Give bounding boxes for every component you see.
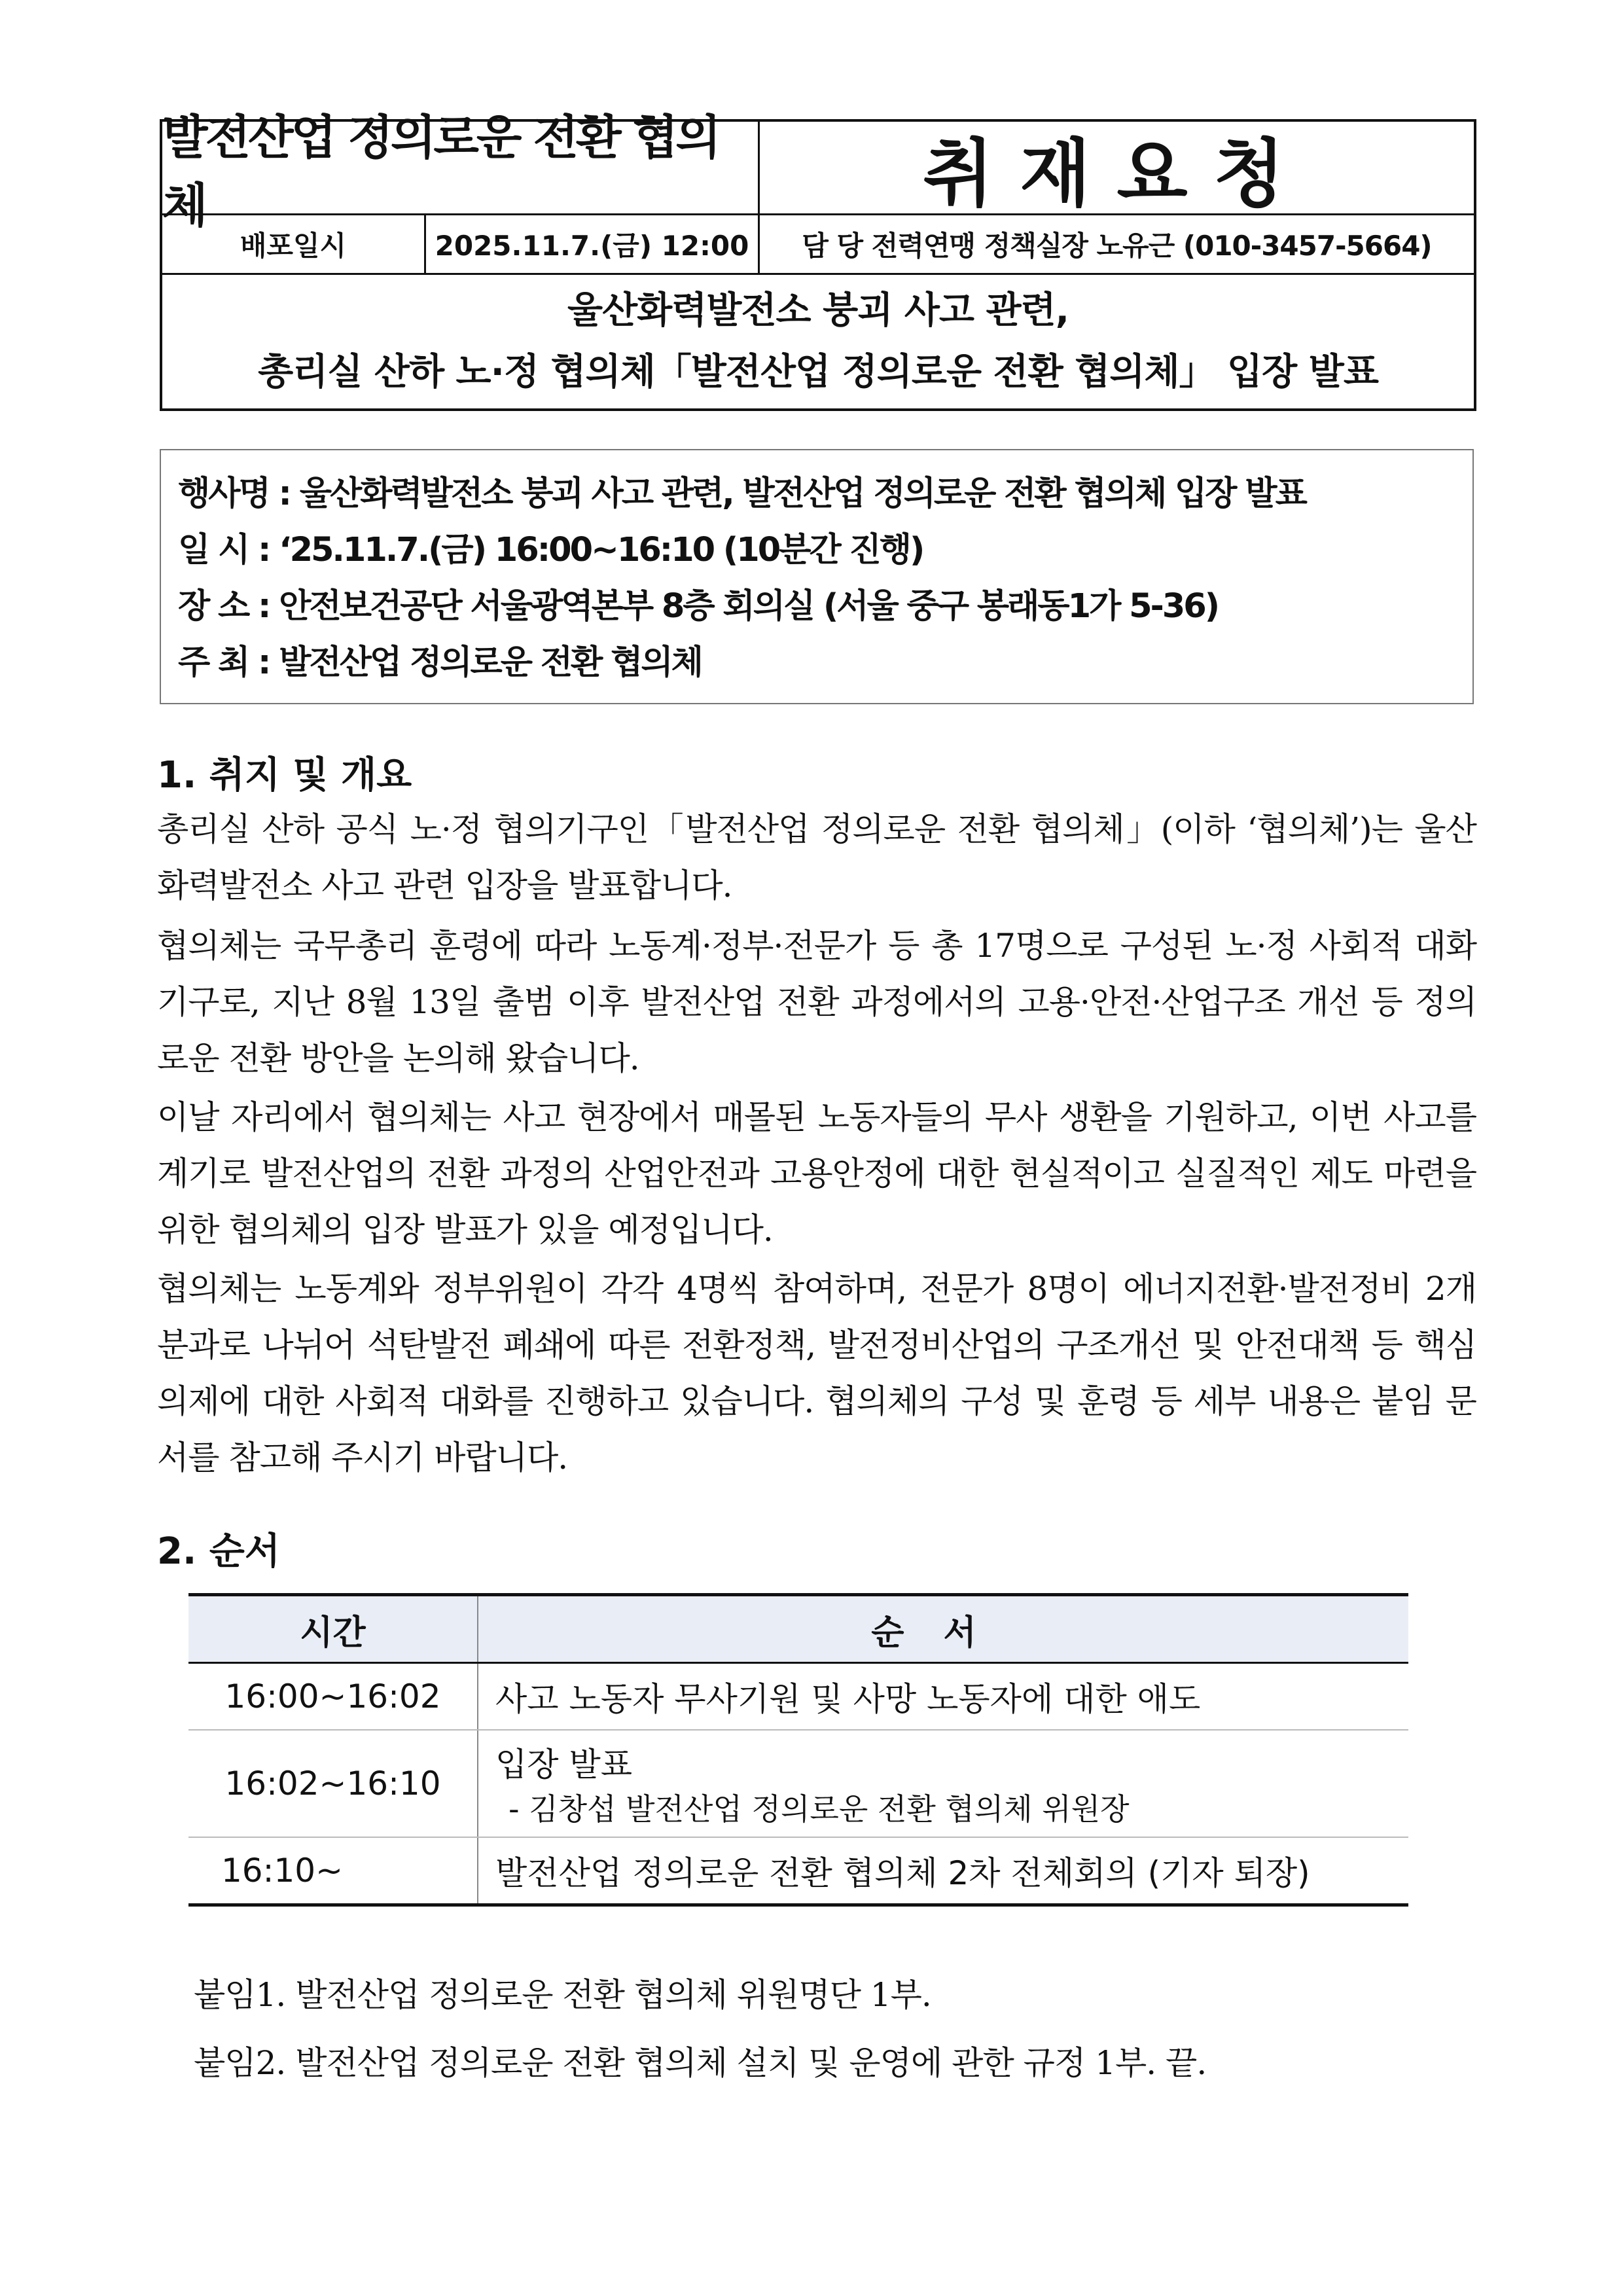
row-desc-group <box>478 1730 1408 1837</box>
row-time: 16:10~ <box>188 1837 478 1905</box>
col-order-header: 순서 <box>478 1595 1408 1663</box>
row-sub-desc: - 김창섭 발전산업 정의로운 전환 협의체 위원장 <box>508 1791 1130 1827</box>
distribution-row <box>162 215 1474 275</box>
distribution-date-label: 배포일시 <box>162 215 426 273</box>
row-desc: 발전산업 정의로운 전환 협의체 2차 전체회의 (기자 퇴장) <box>478 1837 1408 1905</box>
row-desc: 입장 발표 <box>495 1746 633 1784</box>
attachment-1: 붙임1. 발전산업 정의로운 전환 협의체 위원명단 1부. <box>194 1976 931 2014</box>
table-row <box>188 1730 1408 1837</box>
title-line-2: 총리실 산하 노·정 협의체「발전산업 정의로운 전환 협의체」 입장 발표 <box>258 351 1378 393</box>
attachment-2: 붙임2. 발전산업 정의로운 전환 협의체 설치 및 운영에 관한 규정 1부. 끝. <box>194 2044 1207 2082</box>
table-row <box>188 1837 1408 1905</box>
document-title <box>162 275 1474 408</box>
press-request-title: 취재요청 <box>923 131 1311 217</box>
title-line-1: 울산화력발전소 붕괴 사고 관련, <box>567 289 1069 332</box>
row-desc: 사고 노동자 무사기원 및 사망 노동자에 대한 애도 <box>478 1663 1408 1731</box>
paragraph-3: 이날 자리에서 협의체는 사고 현장에서 매몰된 노동자들의 무사 생환을 기원하고, 이번 사고를 계기로 발전산업의 전환 과정의 산업안전과 고용안정에 대한 현실적이고 실질적인 제도 마련을 위한 협의체의 입장 발표가 있을 예정입니다. <box>157 1098 1476 1249</box>
header-top-row <box>162 110 1474 233</box>
schedule-header-row <box>188 1595 1408 1663</box>
event-name: 행사명 : 울산화력발전소 붕괴 사고 관련, 발전산업 정의로운 전환 협의체 입장 발표 <box>178 475 1306 513</box>
header-box <box>160 110 1476 411</box>
paragraph-1: 총리실 산하 공식 노·정 협의기구인「발전산업 정의로운 전환 협의체」(이하 ‘협의체’)는 울산화력발전소 사고 관련 입장을 발표합니다. <box>157 810 1476 905</box>
col-time-header: 시간 <box>188 1595 478 1663</box>
paragraph-4: 협의체는 노동계와 정부위원이 각각 4명씩 참여하며, 전문가 8명이 에너지전환·발전정비 2개 분과로 나뉘어 석탄발전 폐쇄에 따른 전환정책, 발전정비산업의 구조개선 및 안전대책 등 핵심 의제에 대한 사회적 대화를 진행하고 있습니다. 협의체의 구성 및 훈령 등 세부 내용은 붙임 문서를 참고해 주시기 바랍니다. <box>157 1270 1476 1477</box>
event-place: 장 소 : 안전보건공단 서울광역본부 8층 회의실 (서울 중구 봉래동1가 5-36) <box>178 587 1219 626</box>
event-info-box <box>160 449 1474 704</box>
event-datetime: 일 시 : ‘25.11.7.(금) 16:00~16:10 (10분간 진행) <box>178 531 923 569</box>
contact-info: 담 당 전력연맹 정책실장 노유근 (010-3457-5664) <box>802 230 1432 262</box>
paragraph-2: 협의체는 국무총리 훈령에 따라 노동계·정부·전문가 등 총 17명으로 구성된 노·정 사회적 대화기구로, 지난 8월 13일 출범 이후 발전산업 전환 과정에서의 고용·안전·산업구조 개선 등 정의로운 전환 방안을 논의해 왔습니다. <box>157 927 1476 1077</box>
organization-name: 발전산업 정의로운 전환 협의체 <box>162 122 760 213</box>
event-host: 주 최 : 발전산업 정의로운 전환 협의체 <box>178 643 702 682</box>
section-1-heading: 1. 취지 및 개요 <box>157 754 412 797</box>
distribution-date-value: 2025.11.7.(금) 12:00 <box>426 215 760 273</box>
table-row <box>188 1663 1408 1731</box>
row-time: 16:00~16:02 <box>188 1663 478 1731</box>
row-time: 16:02~16:10 <box>188 1730 478 1837</box>
section-2-heading: 2. 순서 <box>157 1530 280 1573</box>
schedule-table <box>188 1593 1408 1907</box>
